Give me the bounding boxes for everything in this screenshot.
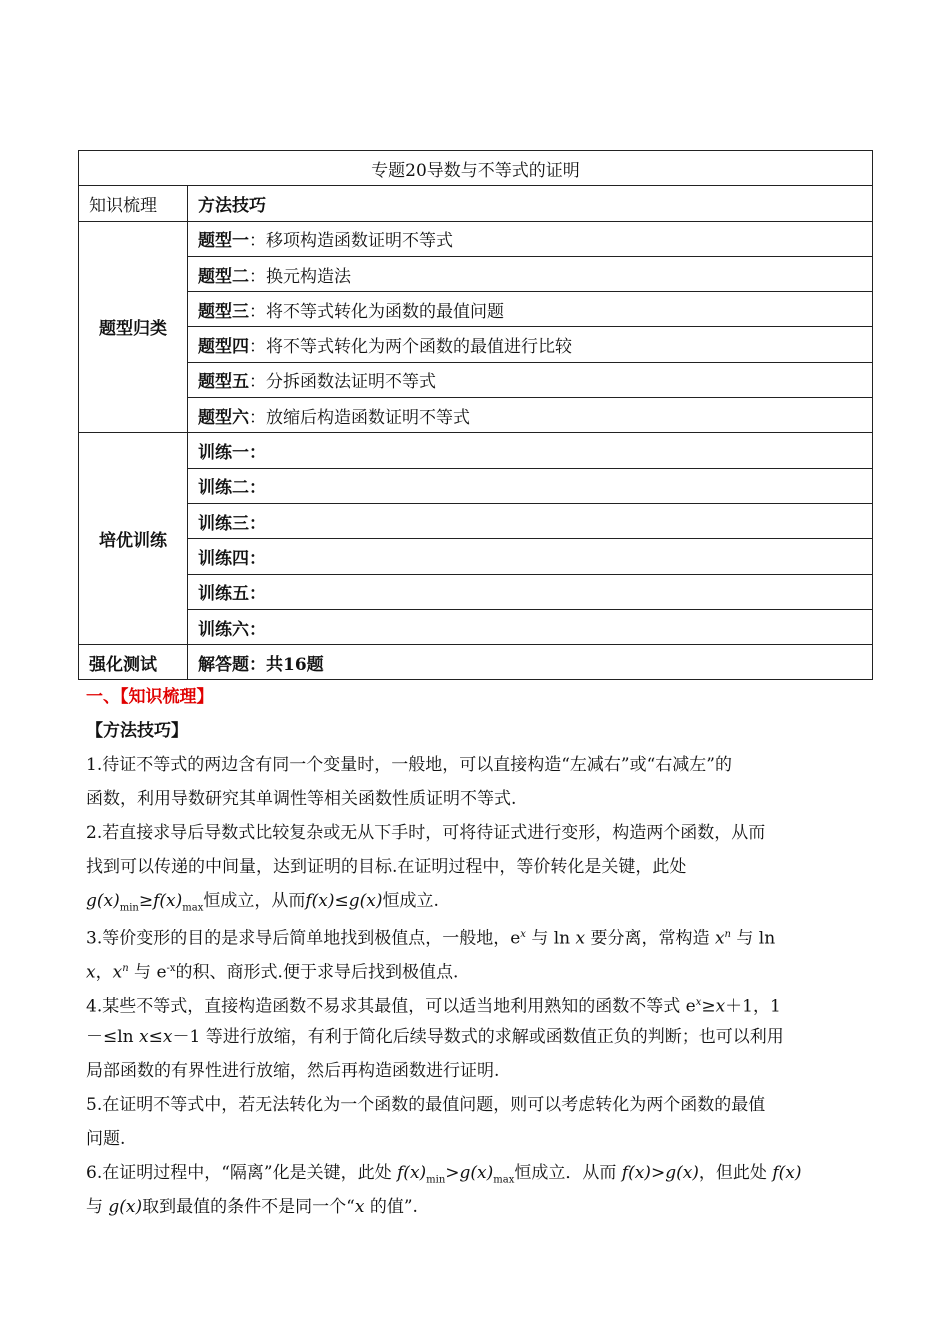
paragraph-3: 3.等价变形的目的是求导后简单地找到极值点，一般地，$e^x$ 与 ln x 要分离，常构造 $x^n$ 与 ln x，$x^n$ 与 $e^{-x}$的积、商形式.便于求导后找到极值点. [86,928,776,983]
test-content: 解答题：共16题 [188,645,873,680]
knowledge-content: 方法技巧 [188,186,873,221]
types-label: 题型归类 [79,221,188,433]
type-row [79,221,873,256]
paragraph-6: 6.在证明过程中，“隔离”化是关键，此处 $f(x)_{min}>g(x)_{max}$恒成立．从而 f(x)>g(x)，但此处 f(x) 与 g(x)取到最值的条件不是同一个“x 的值”. [86,1163,802,1217]
training-item: 训练二： [188,468,873,503]
training-row [79,609,873,644]
training-item: 训练四： [188,539,873,574]
paragraph-4: 4.某些不等式，直接构造函数不易求其最值，可以适当地利用熟知的函数不等式 $e^x\ge x+1$，1 －≤ln x≤x－1 等进行放缩，有利于简化后续导数式的求解或函数值正负的判断；也可以利用 局部函数的有界性进行放缩，然后再构造函数进行证明. [86,996,784,1081]
type-item: 题型五：分拆函数法证明不等式 [188,362,873,397]
type-item: 题型三：将不等式转化为函数的最值问题 [188,292,873,327]
training-row [79,503,873,538]
knowledge-label: 知识梳理 [79,186,188,221]
training-item: 训练五： [188,574,873,609]
section-subheading: 【方法技巧】 [86,721,188,741]
training-row [79,433,873,468]
test-label: 强化测试 [79,645,188,680]
paragraph-5: 5.在证明不等式中，若无法转化为一个函数的最值问题，则可以考虑转化为两个函数的最值 问题. [86,1095,766,1149]
paragraph-1: 1.待证不等式的两边含有同一个变量时，一般地，可以直接构造“左减右”或“右减左”的 函数，利用导数研究其单调性等相关函数性质证明不等式. [86,755,732,809]
training-item: 训练一： [188,433,873,468]
type-item: 题型四：将不等式转化为两个函数的最值进行比较 [188,327,873,362]
training-row [79,539,873,574]
type-row [79,362,873,397]
outline-table [78,150,873,680]
title-row [79,151,873,186]
type-item: 题型二：换元构造法 [188,256,873,291]
type-row [79,292,873,327]
section-heading: 一、【知识梳理】 [86,687,214,707]
type-row [79,398,873,433]
paragraph-2: 2.若直接求导后导数式比较复杂或无从下手时，可将待证式进行变形，构造两个函数，从而 找到可以传递的中间量，达到证明的目标.在证明过程中，等价转化是关键，此处 $g(x)_{min}\ge f(x)_{max}$恒成立，从而f(x)≤g(x)恒成立. [86,823,766,914]
training-item: 训练三： [188,503,873,538]
training-item: 训练六： [188,609,873,644]
type-item: 题型一：移项构造函数证明不等式 [188,221,873,256]
table-title: 专题20导数与不等式的证明 [79,151,873,186]
type-row [79,256,873,291]
knowledge-section [86,680,866,1224]
type-row [79,327,873,362]
training-label: 培优训练 [79,433,188,645]
training-row [79,468,873,503]
training-row [79,574,873,609]
type-item: 题型六：放缩后构造函数证明不等式 [188,398,873,433]
test-row [79,645,873,680]
knowledge-row [79,186,873,221]
